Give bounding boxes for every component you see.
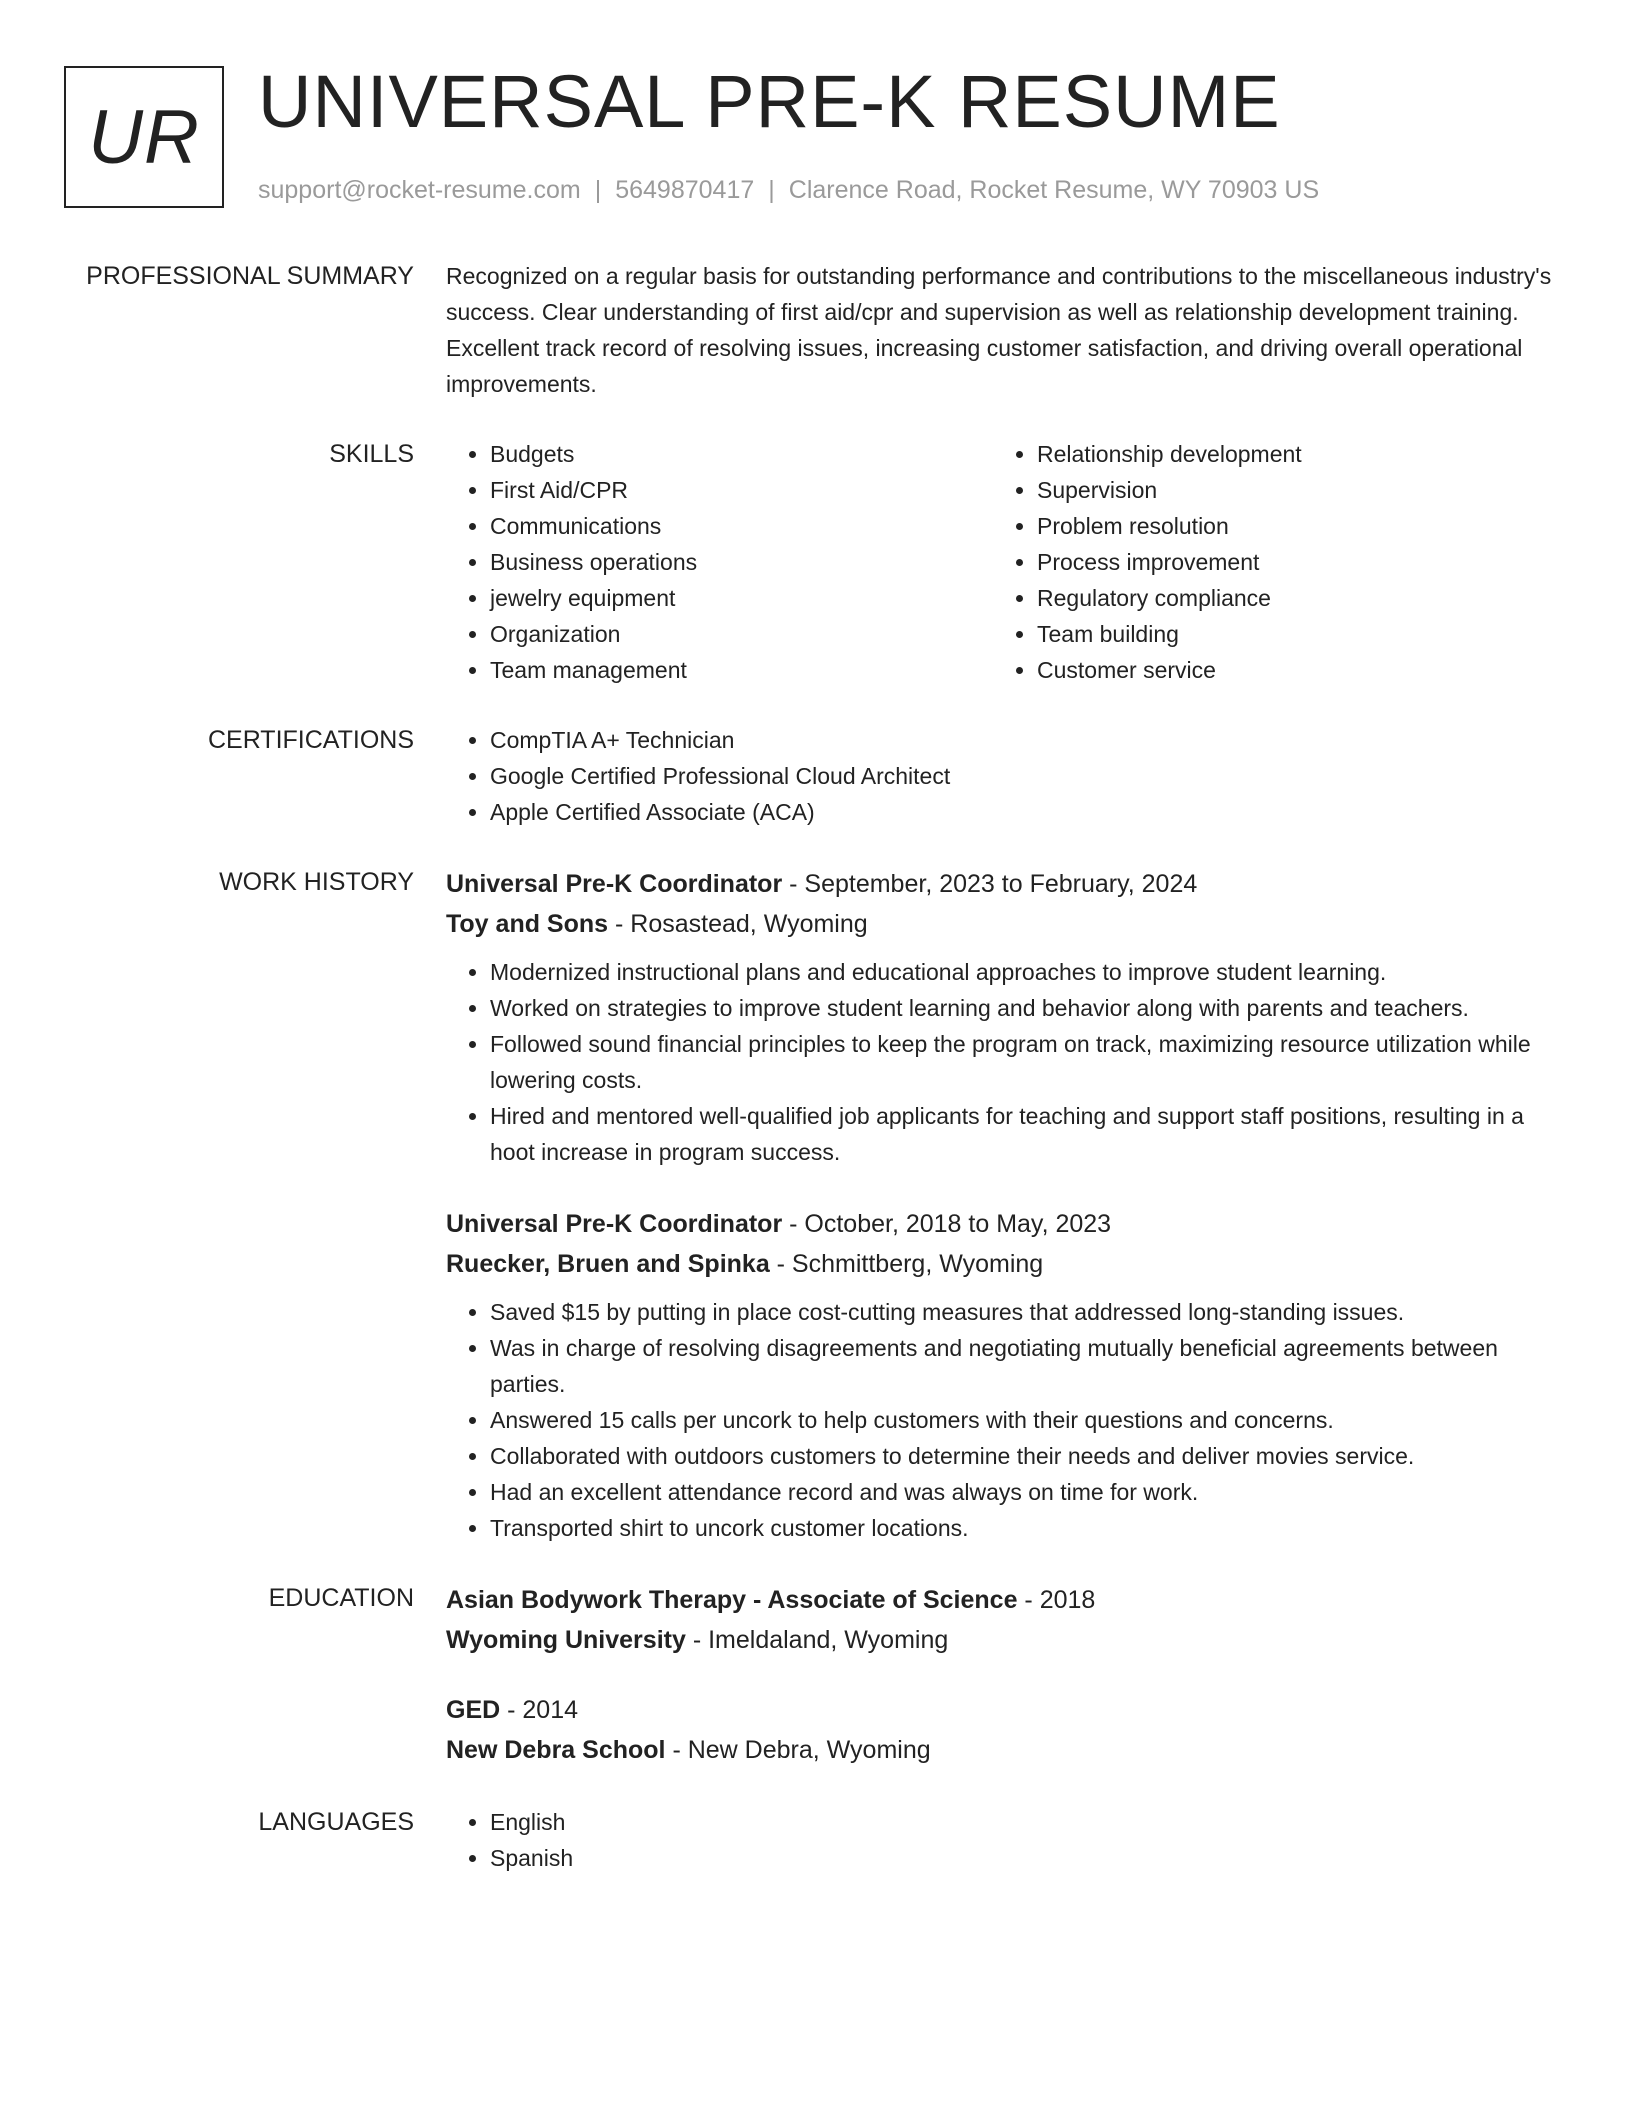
skill-item: • Budgets xyxy=(490,436,993,472)
section-label-skills: SKILLS xyxy=(329,440,414,468)
skill-item: • jewelry equipment xyxy=(490,580,993,616)
contact-address: Clarence Road, Rocket Resume, WY 70903 US xyxy=(788,176,1320,204)
job-entry xyxy=(446,864,1556,1170)
job-bullet: • Saved $15 by putting in place cost-cutting measures that addressed long-standing issues. xyxy=(490,1294,1556,1330)
education-school-line xyxy=(446,1620,1556,1660)
section-skills xyxy=(0,436,1632,688)
job-bullet: • Collaborated with outdoors customers to determine their needs and deliver movies service. xyxy=(490,1438,1556,1474)
education-year: - 2014 xyxy=(500,1696,579,1724)
section-work-history xyxy=(0,864,1632,1546)
job-bullet: • Modernized instructional plans and educational approaches to improve student learning. xyxy=(490,954,1556,990)
skill-item: • Relationship development xyxy=(1037,436,1540,472)
skill-item: • Business operations xyxy=(490,544,993,580)
skills-columns xyxy=(446,436,1556,688)
section-professional-summary xyxy=(0,258,1632,402)
monogram-initials: UR xyxy=(88,94,200,180)
job-company-line xyxy=(446,1244,1556,1284)
skills-list-left xyxy=(446,436,993,688)
job-bullet: • Answered 15 calls per uncork to help customers with their questions and concerns. xyxy=(490,1402,1556,1438)
education-body xyxy=(446,1580,1556,1770)
skill-item: • Problem resolution xyxy=(1037,508,1540,544)
certifications-body xyxy=(446,722,1556,830)
section-label-work-history: WORK HISTORY xyxy=(219,868,414,896)
skill-item: • First Aid/CPR xyxy=(490,472,993,508)
contact-separator: | xyxy=(594,176,602,204)
resume-sections xyxy=(0,258,1632,1910)
education-school: Wyoming University xyxy=(446,1626,686,1654)
job-title-line xyxy=(446,864,1556,904)
languages-body xyxy=(446,1804,1556,1876)
job-bullet: • Transported shirt to uncork customer locations. xyxy=(490,1510,1556,1546)
section-education xyxy=(0,1580,1632,1770)
education-school: New Debra School xyxy=(446,1736,666,1764)
section-certifications xyxy=(0,722,1632,830)
section-label-education: EDUCATION xyxy=(268,1584,414,1612)
education-year: - 2018 xyxy=(1017,1586,1096,1614)
section-label-languages: LANGUAGES xyxy=(258,1808,414,1836)
monogram-box xyxy=(64,66,224,208)
job-title-line xyxy=(446,1204,1556,1244)
job-dates: - September, 2023 to February, 2024 xyxy=(782,870,1198,898)
job-bullet: • Worked on strategies to improve student learning and behavior along with parents and teachers. xyxy=(490,990,1556,1026)
education-location: - New Debra, Wyoming xyxy=(665,1736,931,1764)
skill-item: • Supervision xyxy=(1037,472,1540,508)
job-location: - Schmittberg, Wyoming xyxy=(769,1250,1044,1278)
job-bullets xyxy=(446,1294,1556,1546)
work-history-body xyxy=(446,864,1556,1546)
skill-item: • Communications xyxy=(490,508,993,544)
summary-text: Recognized on a regular basis for outstanding performance and contributions to the miscellaneous industry's success. Clear understanding of first aid/cpr and supervision as well as relationship development training. Excellent track record of resolving issues, increasing customer satisfaction, and driving overall operational improvements. xyxy=(446,263,1552,397)
skills-list-right xyxy=(993,436,1540,688)
skill-item: • Organization xyxy=(490,616,993,652)
job-title: Universal Pre-K Coordinator xyxy=(446,1210,783,1238)
skill-item: • Team building xyxy=(1037,616,1540,652)
resume-title: UNIVERSAL PRE-K RESUME xyxy=(258,60,1281,143)
skill-item: • Regulatory compliance xyxy=(1037,580,1540,616)
section-languages xyxy=(0,1804,1632,1876)
job-location: - Rosastead, Wyoming xyxy=(608,910,868,938)
education-degree: GED xyxy=(446,1696,501,1724)
languages-list xyxy=(446,1804,1556,1876)
contact-phone: 5649870417 xyxy=(615,176,755,204)
summary-body xyxy=(446,258,1556,402)
skill-item: • Customer service xyxy=(1037,652,1540,688)
job-entry xyxy=(446,1204,1556,1546)
job-bullets xyxy=(446,954,1556,1170)
language-item: • Spanish xyxy=(490,1840,1556,1876)
certifications-list xyxy=(446,722,1556,830)
education-entry xyxy=(446,1690,1556,1770)
job-company: Ruecker, Bruen and Spinka xyxy=(446,1250,770,1278)
education-degree-line xyxy=(446,1580,1556,1620)
contact-line xyxy=(258,175,1319,205)
language-item: • English xyxy=(490,1804,1556,1840)
section-label-certifications: CERTIFICATIONS xyxy=(207,726,414,754)
skill-item: • Team management xyxy=(490,652,993,688)
job-bullet: • Hired and mentored well-qualified job applicants for teaching and support staff positions, resulting in a hoot increase in program success. xyxy=(490,1098,1556,1170)
education-degree-line xyxy=(446,1690,1556,1730)
job-bullet: • Was in charge of resolving disagreements and negotiating mutually beneficial agreements between parties. xyxy=(490,1330,1556,1402)
education-location: - Imeldaland, Wyoming xyxy=(685,1626,949,1654)
job-company: Toy and Sons xyxy=(446,910,609,938)
job-bullet: • Followed sound financial principles to keep the program on track, maximizing resource utilization while lowering costs. xyxy=(490,1026,1556,1098)
section-label-summary: PROFESSIONAL SUMMARY xyxy=(86,262,414,290)
education-degree: Asian Bodywork Therapy - Associate of Science xyxy=(446,1586,1018,1614)
certification-item: • Google Certified Professional Cloud Architect xyxy=(490,758,1556,794)
job-title: Universal Pre-K Coordinator xyxy=(446,870,783,898)
contact-separator: | xyxy=(768,176,775,204)
certification-item: • Apple Certified Associate (ACA) xyxy=(490,794,1556,830)
education-school-line xyxy=(446,1730,1556,1770)
job-company-line xyxy=(446,904,1556,944)
skills-body xyxy=(446,436,1556,688)
certification-item: • CompTIA A+ Technician xyxy=(490,722,1556,758)
skill-item: • Process improvement xyxy=(1037,544,1540,580)
contact-email: support@rocket-resume.com xyxy=(258,176,581,204)
education-entry xyxy=(446,1580,1556,1660)
job-bullet: • Had an excellent attendance record and was always on time for work. xyxy=(490,1474,1556,1510)
job-dates: - October, 2018 to May, 2023 xyxy=(782,1210,1112,1238)
